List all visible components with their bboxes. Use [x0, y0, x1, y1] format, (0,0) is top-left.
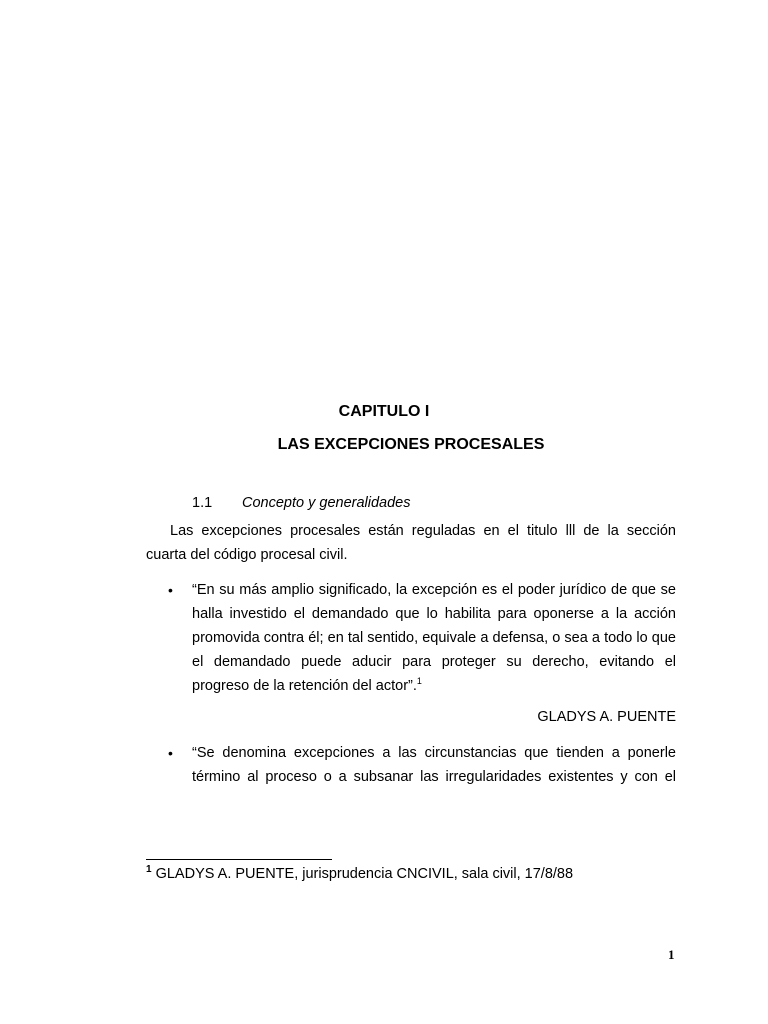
- footnote: [146, 864, 573, 884]
- section-number: 1.1: [192, 495, 213, 511]
- chapter-subtitle: LAS EXCEPCIONES PROCESALES: [277, 436, 545, 453]
- section-heading: [192, 494, 410, 512]
- chapter-title: CAPITULO I: [338, 403, 430, 420]
- page-number: 1: [668, 947, 675, 962]
- quote-paragraph-2: “Se denomina excepciones a las circunstancias que tienden a ponerle término al proceso o a subsanar las irregularidades existentes y con el: [192, 745, 676, 785]
- bullet-marker: •: [168, 582, 173, 598]
- quote-paragraph-1: [192, 578, 676, 698]
- footnote-separator: [146, 859, 332, 860]
- section-title: Concepto y generalidades: [242, 495, 411, 511]
- footnote-mark: 1: [146, 864, 152, 876]
- quote-1-text: “En su más amplio significado, la excepción es el poder jurídico de que se halla investido el demandado que lo habilita para oponerse a la acción promovida contra él; en tal sentido, equivale a defensa, o sea a todo lo que el demandado puede aducir para proteger su derecho, evitando el progreso de la retención del actor”.: [192, 582, 676, 694]
- intro-paragraph: Las excepciones procesales están reguladas en el titulo lll de la sección cuarta del código procesal civil.: [146, 523, 676, 563]
- footnote-text: GLADYS A. PUENTE, jurisprudencia CNCIVIL, sala civil, 17/8/88: [151, 866, 574, 882]
- bullet-marker: •: [168, 745, 173, 761]
- footnote-reference[interactable]: 1: [416, 676, 422, 687]
- quote-author: GLADYS A. PUENTE: [537, 709, 676, 725]
